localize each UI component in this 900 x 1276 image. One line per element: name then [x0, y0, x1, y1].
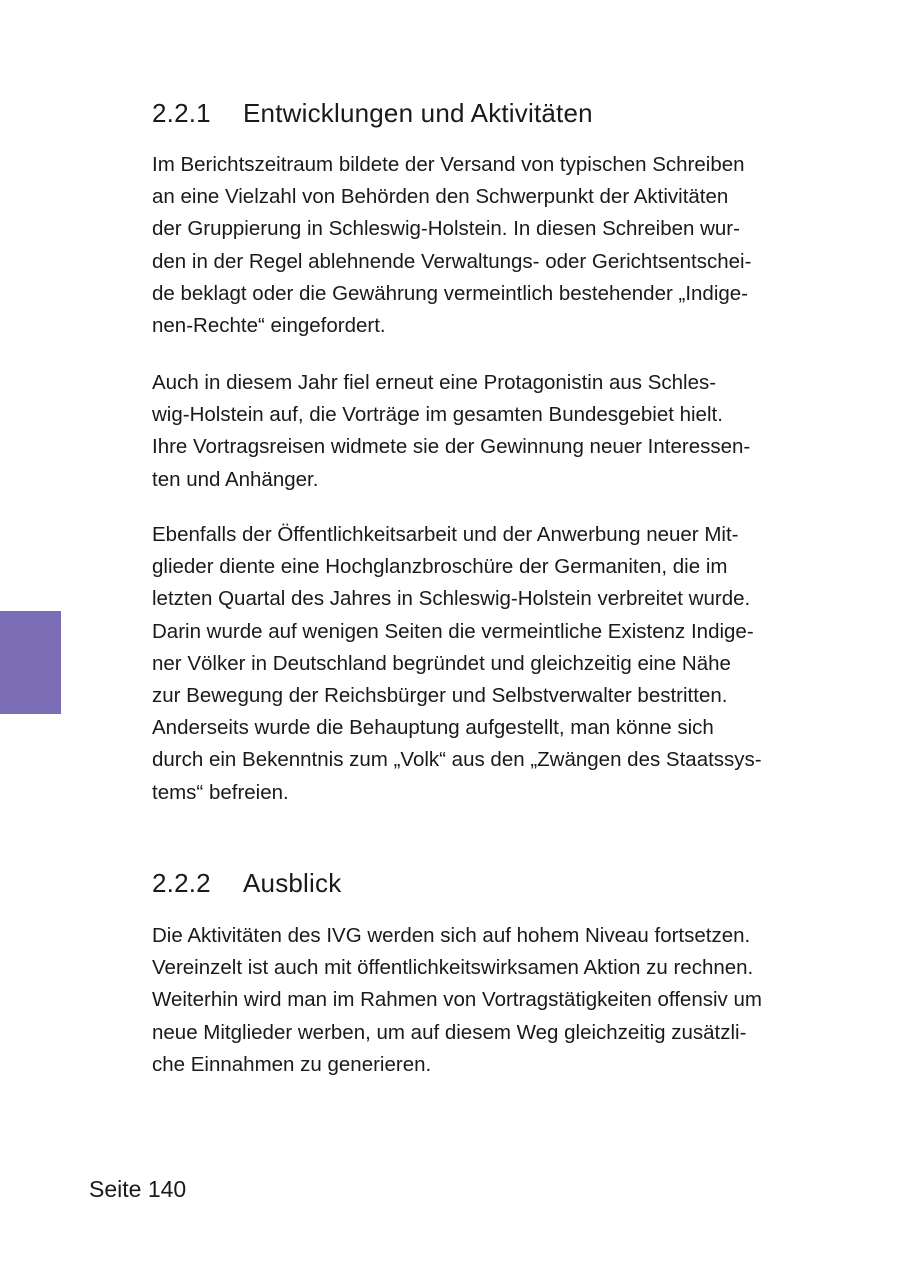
text-line: Anderseits wurde die Behauptung aufgestellt, man könne sich: [152, 716, 714, 740]
text-line: Die Aktivitäten des IVG werden sich auf hohem Niveau fortsetzen.: [152, 924, 751, 947]
section-number: 2.2.1: [152, 98, 211, 128]
paragraph: [152, 367, 812, 496]
text-line: wig-Holstein auf, die Vorträge im gesamten Bundesgebiet hielt.: [152, 403, 723, 427]
text-line: ner Völker in Deutschland begründet und gleichzeitig eine Nähe: [152, 651, 731, 675]
text-line: letzten Quartal des Jahres in Schleswig-Holstein verbreitet wurde.: [152, 587, 751, 611]
text-line: Vereinzelt ist auch mit öffentlichkeitswirksamen Aktion zu rechnen.: [152, 956, 754, 980]
text-line: der Gruppierung in Schleswig-Holstein. In diesen Schreiben wur-: [152, 217, 740, 241]
chapter-side-tab: [0, 611, 61, 714]
section-title: Entwicklungen und Aktivitäten: [243, 98, 593, 128]
text-line: Im Berichtszeitraum bildete der Versand von typischen Schreiben: [152, 153, 745, 176]
text-line: Weiterhin wird man im Rahmen von Vortragstätigkeiten offensiv um: [152, 988, 762, 1012]
text-line: nen-Rechte“ eingefordert.: [152, 314, 386, 338]
text-line: de beklagt oder die Gewährung vermeintlich bestehender „Indige-: [152, 281, 749, 305]
section-heading-2-2-1: [152, 97, 593, 129]
text-line: tems“ befreien.: [152, 780, 289, 804]
text-line: Ebenfalls der Öffentlichkeitsarbeit und der Anwerbung neuer Mit-: [152, 523, 739, 546]
text-line: glieder diente eine Hochglanzbroschüre der Germaniten, die im: [152, 555, 728, 579]
text-line: che Einnahmen zu generieren.: [152, 1052, 432, 1076]
section-title: Ausblick: [243, 868, 342, 898]
paragraph: [152, 149, 812, 342]
text-line: Darin wurde auf wenigen Seiten die vermeintliche Existenz Indige-: [152, 619, 754, 643]
text-line: an eine Vielzahl von Behörden den Schwerpunkt der Aktivitäten: [152, 185, 729, 209]
text-line: ten und Anhänger.: [152, 467, 319, 491]
text-line: Auch in diesem Jahr fiel erneut eine Protagonistin aus Schles-: [152, 371, 717, 394]
paragraph: [152, 920, 812, 1081]
section-number: 2.2.2: [152, 868, 211, 898]
section-heading-2-2-2: [152, 867, 341, 899]
text-line: Ihre Vortragsreisen widmete sie der Gewinnung neuer Interessen-: [152, 435, 751, 459]
text-line: zur Bewegung der Reichsbürger und Selbstverwalter bestritten.: [152, 684, 728, 708]
paragraph: [152, 519, 812, 809]
text-line: den in der Regel ablehnende Verwaltungs- oder Gerichtsentschei-: [152, 249, 752, 273]
text-line: durch ein Bekenntnis zum „Volk“ aus den „Zwängen des Staatssys-: [152, 748, 762, 772]
page-number: Seite 140: [89, 1176, 187, 1202]
text-line: neue Mitglieder werben, um auf diesem Weg gleichzeitig zusätzli-: [152, 1020, 747, 1044]
